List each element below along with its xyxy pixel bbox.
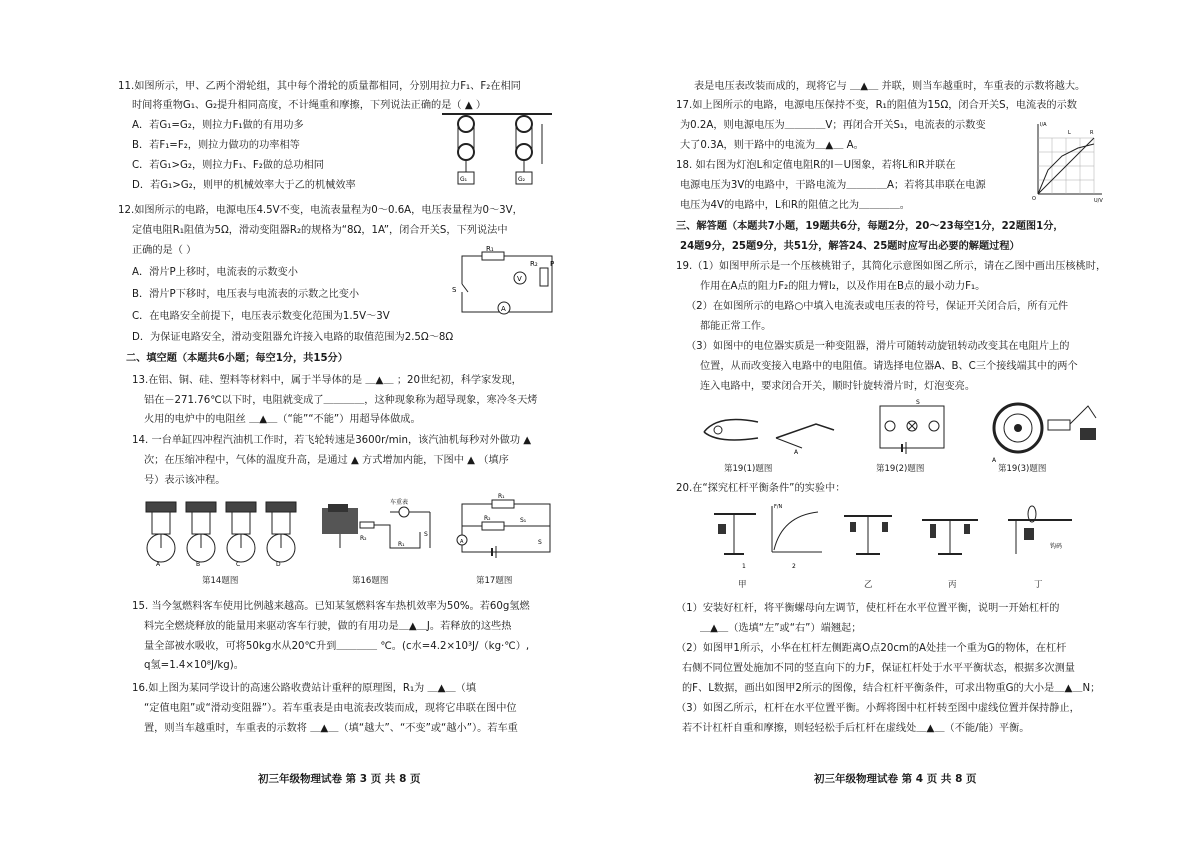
q15-line2: 料完全燃烧释放的能量用来驱动客车行驶，做的有用功是＿▲＿J。若释放的这些热	[144, 621, 512, 632]
fig19-1-caption: 第19(1)题图	[724, 464, 773, 474]
q19-3-potentiometer-diagram	[988, 396, 1102, 462]
q16-scale-diagram	[320, 496, 438, 560]
q19-3-a-label: A	[992, 457, 997, 464]
fig-jia-1-label: 1	[742, 563, 746, 570]
q17-r1-label: R₁	[498, 493, 505, 500]
left-page-footer: 初三年级物理试卷 第 3 页 共 8 页	[258, 773, 421, 785]
q17-ammeter-label: A	[460, 539, 464, 545]
q20-3-line2: 若不计杠杆自重和摩擦，则轻轻松手后杠杆在虚线处＿▲＿（不能/能）平衡。	[682, 723, 1030, 734]
origin-label: O	[1032, 196, 1036, 202]
q14-line2: 次；在压缩冲程中，气体的温度升高，是通过 ▲ 方式增加内能，下图中 ▲ （填序	[144, 455, 509, 466]
fn-axis-label: F/N	[774, 504, 783, 510]
q12-option-b: B．滑片P下移时，电压表与电流表的示数之比变小	[132, 289, 360, 300]
q17-s1-label: S₁	[520, 517, 527, 524]
engine-d-label: D	[276, 561, 281, 568]
scale-meter-label: 车重表	[390, 499, 409, 506]
fig-jia-label: 甲	[738, 580, 747, 590]
q19-2-line1: （2）在如图所示的电路○中填入电流表或电压表的符号，保证开关闭合后，所有元件	[686, 301, 1069, 312]
q20-line1: 20.在“探究杠杆平衡条件”的实验中：	[676, 483, 846, 494]
scale-r1-label: R₁	[398, 541, 405, 548]
q13-line3: 火用的电炉中的电阻丝 ＿▲＿（“能”“不能”）用超导体做成。	[144, 414, 421, 425]
q18-iu-graph	[1028, 120, 1104, 202]
q16-line3: 置，则当车越重时，车重表的示数将 ＿▲＿（填“越大”、“不变”或“越小”）。若车重	[144, 723, 518, 734]
q12-circuit-diagram	[452, 245, 558, 318]
fig17-caption: 第17题图	[476, 576, 513, 586]
q17-s-label: S	[538, 539, 542, 546]
uv-label: U/V	[1094, 198, 1103, 204]
q17-circuit-diagram	[452, 494, 556, 562]
q16-line1: 16.如上图为某同学设计的高速公路收费站计重秤的原理图，R₁为 ＿▲＿（填	[132, 683, 477, 694]
right-page	[676, 0, 1116, 847]
q12-stem-cont: 定值电阻R₁阻值为5Ω，滑动变阻器R₂的规格为“8Ω，1A”，闭合开关S，下列说法中	[132, 225, 508, 236]
q12-stem: 12.如图所示的电路，电源电压4.5V不变，电流表量程为0～0.6A，电压表量程为0～3V，	[118, 205, 523, 216]
left-page	[112, 0, 582, 847]
q16-cont: 表是电压表改装而成的，现将它与 ＿▲＿ 并联，则当车越重时，车重表的示数将越大。	[694, 81, 1086, 92]
q18-line2: 电源电压为3V的电路中，干路电流为＿＿＿＿A；若将其串联在电源	[680, 180, 986, 191]
fig19-3-caption: 第19(3)题图	[998, 464, 1047, 474]
q19-2-s-label: S	[916, 399, 920, 406]
voltmeter-label: V	[517, 275, 522, 283]
q20-3-line1: （3）如图乙所示，杠杆在水平位置平衡。小辉将图中杠杆转至图中虚线位置并保持静止，	[676, 703, 1080, 714]
r2-label: R₂	[530, 260, 538, 268]
q13-line1: 13.在铝、铜、硅、塑料等材料中，属于半导体的是 ＿▲＿ ；20世纪初，科学家发现，	[132, 375, 522, 386]
g1-label: G₁	[460, 176, 468, 183]
fig16-caption: 第16题图	[352, 576, 389, 586]
r1-label: R₁	[486, 245, 494, 253]
q19-1-line1: 19.（1）如图甲所示是一个压核桃钳子，其简化示意图如图乙所示，请在乙图中画出压核桃时，	[676, 261, 1107, 272]
nutcracker-a-label: A	[794, 449, 799, 456]
section3-heading: 三、解答题（本题共7小题，19题共6分，每题2分，20～23每空1分，22题图1分，	[676, 221, 1064, 232]
scale-s-label: S	[424, 531, 428, 538]
q19-3-line1: （3）如图中的电位器实质是一种变阻器，滑片可随转动旋钮转动改变其在电阻片上的	[686, 341, 1070, 352]
fig-jia-2-label: 2	[792, 563, 796, 570]
q19-3-line2: 位置，从而改变接入电路中的电阻值。请选择电位器A、B、C三个接线端其中的两个	[700, 361, 1078, 372]
q20-1-line1: （1）安装好杠杆，将平衡螺母向左调节，使杠杆在水平位置平衡，说明一开始杠杆的	[676, 603, 1060, 614]
q14-line1: 14. 一台单缸四冲程汽油机工作时，若飞轮转速是3600r/min，该汽油机每秒对外做功 ▲	[132, 435, 532, 446]
q19-1-nutcracker-diagram	[698, 404, 838, 456]
q20-1-line2: ＿▲＿（选填“左”或“右”）端翘起；	[700, 623, 862, 634]
q11-option-a: A．若G₁=G₂，则拉力F₁做的有用功多	[132, 120, 304, 131]
fig-yi-label: 乙	[864, 580, 873, 590]
q17-line1: 17.如上图所示的电路，电源电压保持不变，R₁的阻值为15Ω，闭合开关S，电流表的示数	[676, 100, 1077, 111]
q19-2-line2: 都能正常工作。	[700, 321, 772, 332]
q15-line3: 量全部被水吸收，可将50kg水从20℃升到＿＿＿＿ ℃。(c水=4.2×10³J/（kg·℃）,	[144, 641, 530, 652]
q11-stem-cont: 时间将重物G₁、G₂提升相同高度，不计绳重和摩擦，下列说法正确的是（ ▲ ）	[132, 100, 487, 111]
ammeter-label: A	[501, 305, 506, 313]
q19-2-circuit-diagram	[872, 398, 952, 456]
g2-label: G₂	[518, 176, 526, 183]
q17-line3: 大了0.3A，则干路中的电流为＿▲＿ A。	[680, 140, 864, 151]
q12-option-a: A．滑片P上移时，电流表的示数变小	[132, 267, 298, 278]
fig-bing-label: 丙	[948, 580, 957, 590]
q20-2-line3: 的F、L数据，画出如图甲2所示的图像，结合杠杆平衡条件，可求出物重G的大小是＿▲＿N；	[682, 683, 1101, 694]
slider-p-label: P	[550, 260, 555, 268]
q18-line1: 18. 如右图为灯泡L和定值电阻R的I－U图象，若将L和R并联在	[676, 160, 956, 171]
q15-line1: 15. 当今氢燃料客车使用比例越来越高。已知某氢燃料客车热机效率为50%。若60g氢燃	[132, 601, 530, 612]
right-page-footer: 初三年级物理试卷 第 4 页 共 8 页	[814, 773, 977, 785]
q11-stem: 11.如图所示，甲、乙两个滑轮组，其中每个滑轮的质量都相同，分别用拉力F₁、F₂在相同	[118, 81, 521, 92]
q13-line2: 铝在－271.76℃以下时，电阻就变成了＿＿＿＿，这种现象称为超导现象，寒冷冬天烤	[144, 395, 538, 406]
fig-ding-label: 丁	[1034, 580, 1043, 590]
q17-r2-label: R₂	[484, 515, 491, 522]
q12-option-d: D．为保证电路安全，滑动变阻器允许接入电路的取值范围为2.5Ω～8Ω	[132, 332, 454, 343]
q20-2-line2: 右侧不同位置处施加不同的竖直向下的力F，保证杠杆处于水平平衡状态，根据多次测量	[682, 663, 1075, 674]
engine-b-label: B	[196, 561, 201, 568]
pulley-diagram	[442, 112, 552, 190]
weight-label: 钩码	[1050, 543, 1063, 550]
q17-line2: 为0.2A，则电源电压为＿＿＿＿V；再闭合开关S₁，电流表的示数变	[680, 120, 986, 131]
q16-line2: “定值电阻”或“滑动变阻器”）。若车重表是由电流表改装而成，现将它串联在图中位	[144, 703, 517, 714]
q11-option-c: C．若G₁>G₂，则拉力F₁、F₂做的总功相同	[132, 160, 324, 171]
q15-line4: q氢=1.4×10⁸J/kg)。	[144, 660, 244, 671]
engine-a-label: A	[156, 561, 161, 568]
q14-engine-diagram	[142, 496, 310, 568]
engine-c-label: C	[236, 561, 241, 568]
fig19-2-caption: 第19(2)题图	[876, 464, 925, 474]
q14-line3: 号）表示该冲程。	[144, 475, 226, 486]
lamp-curve-label: L	[1068, 130, 1071, 136]
q19-3-line3: 连入电路中，要求闭合开关，顺时针旋转滑片时，灯泡变亮。	[700, 381, 976, 392]
q12-option-c: C．在电路安全前提下，电压表示数变化范围为1.5V～3V	[132, 311, 390, 322]
q11-option-d: D．若G₁>G₂，则甲的机械效率大于乙的机械效率	[132, 180, 356, 191]
q12-stem-cont2: 正确的是（ ）	[132, 245, 197, 256]
q20-lever-diagrams	[712, 502, 1092, 572]
fig14-caption: 第14题图	[202, 576, 239, 586]
q19-1-line2: 作用在A点的阻力F₂的阻力臂l₂，以及作用在B点的最小动力F₁。	[700, 281, 986, 292]
q20-2-line1: （2）如图甲1所示，小华在杠杆左侧距离O点20cm的A处挂一个重为G的物体，在杠杆	[676, 643, 1067, 654]
ia-label: I/A	[1040, 122, 1047, 128]
q11-option-b: B．若F₁=F₂，则拉力做功的功率相等	[132, 140, 300, 151]
switch-label: S	[452, 286, 457, 294]
resistor-line-label: R	[1090, 130, 1094, 136]
section2-heading: 二、填空题（本题共6小题；每空1分，共15分）	[126, 353, 348, 364]
scale-r2-label: R₂	[360, 535, 367, 542]
section3-heading-cont: 24题9分，25题9分，共51分，解答24、25题时应写出必要的解题过程）	[680, 241, 1020, 252]
q18-line3: 电压为4V的电路中，L和R的阻值之比为＿＿＿＿。	[680, 200, 910, 211]
